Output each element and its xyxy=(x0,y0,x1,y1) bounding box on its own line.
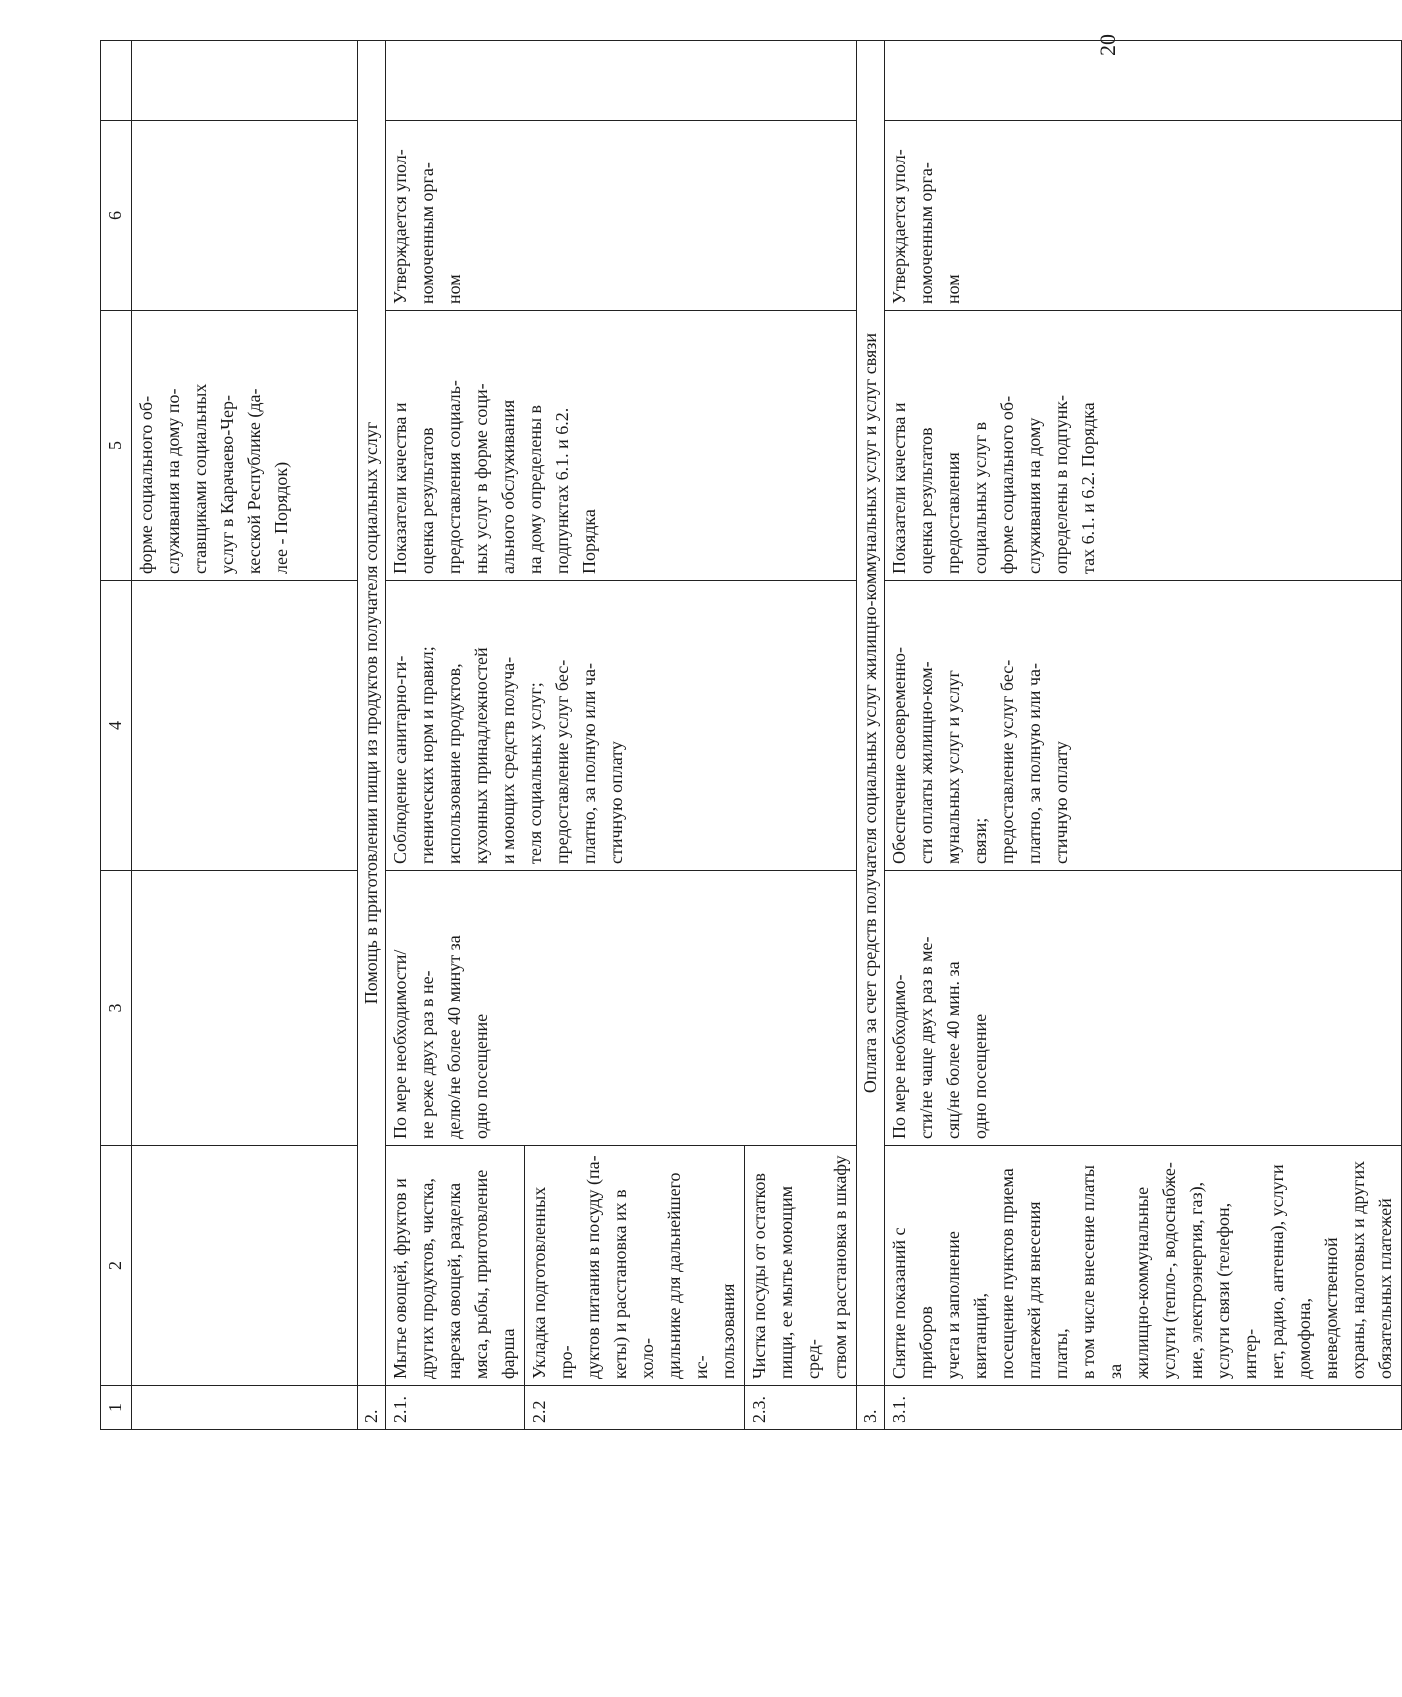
cell-num: 3.1. xyxy=(885,1386,1402,1430)
cell-conditions: Обеспечение своевременно- сти оплаты жилищно-ком- мунальных услуг и услуг связи; предоставление услуг бес- платно, за полную или ча- стичную оплату xyxy=(885,581,1402,871)
cell-empty xyxy=(132,41,358,121)
cell-period: По мере необходимо- сти/не чаще двух раз в ме- сяц/не более 40 мин. за одно посещение xyxy=(885,871,1402,1146)
column-header: 2 xyxy=(101,1146,132,1386)
cell-num: 2.1. xyxy=(386,1386,525,1430)
column-header: 4 xyxy=(101,581,132,871)
rotated-page-content xyxy=(100,40,1395,1430)
cell-name: Укладка подготовленных про- дуктов питания в посуду (па- кеты) и расстановка их в холо- дильнике для дальнейшего ис- пользования xyxy=(525,1146,745,1386)
cell-indicators: Показатели качества и оценка результатов предоставления социальных услуг в форме социального об- служивания на дому определены в подпунк- тах 6.1. и 6.2. Порядка xyxy=(885,311,1402,581)
cell-norm: Утверждается упол- номоченным орга- ном xyxy=(386,121,857,311)
section-number: 2. xyxy=(358,1386,386,1430)
section-row xyxy=(857,41,885,1430)
cell-name: Снятие показаний с приборов учета и заполнение квитанций, посещение пунктов приема платежей для внесения платы, в том числе внесение платы за жилищно-коммунальные услуги (тепло-, водоснабже- ние, электроэнергия, газ), услуги связи (телефон, интер- нет, радио, антенна), услуги домофона, вневедомственной охраны, налоговых и других обязательных платежей xyxy=(885,1146,1402,1386)
cell-name: Мытье овощей, фруктов и других продуктов, чистка, нарезка овощей, разделка мяса, рыбы, приготовление фарша xyxy=(386,1146,525,1386)
cell-conditions: Соблюдение санитарно-ги- гиенических норм и правил; использование продуктов, кухонных принадлежностей и моющих средств получа- теля социальных услуг; предоставление услуг бес- платно, за полную или ча- стичную оплату xyxy=(386,581,857,871)
column-header: 3 xyxy=(101,871,132,1146)
column-header-empty xyxy=(101,41,132,121)
cell-norm: Утверждается упол- номоченным орга- ном xyxy=(885,121,1402,311)
table-row xyxy=(132,41,358,1430)
cell-conditions xyxy=(132,581,358,871)
page-number: 20 xyxy=(1095,34,1120,56)
cell-num: 2.3. xyxy=(745,1386,857,1430)
section-title: Помощь в приготовлении пищи из продуктов получателя социальных услуг xyxy=(358,41,386,1386)
cell-num: 2.2 xyxy=(525,1386,745,1430)
column-header: 1 xyxy=(101,1386,132,1430)
cell-period: По мере необходимости/ не реже двух раз в не- делю/не более 40 минут за одно посещение xyxy=(386,871,857,1146)
table-row xyxy=(386,41,525,1430)
cell-empty xyxy=(386,41,857,121)
section-number: 3. xyxy=(857,1386,885,1430)
cell-name: Чистка посуды от остатков пищи, ее мытье моющим сред- ством и расстановка в шкафу xyxy=(745,1146,857,1386)
cell-indicators: Показатели качества и оценка результатов предоставления социаль- ных услуг в форме соци- ального обслуживания на дому определены в подпунктах 6.1. и 6.2. Порядка xyxy=(386,311,857,581)
section-row xyxy=(358,41,386,1430)
cell-empty xyxy=(885,41,1402,121)
column-header: 6 xyxy=(101,121,132,311)
cell-indicators: форме социального об- служивания на дому по- ставщиками социальных услуг в Карачаево-Чер- кесской Республике (да- лее - Порядок) xyxy=(132,311,358,581)
cell-period xyxy=(132,871,358,1146)
cell-name xyxy=(132,1146,358,1386)
table-row xyxy=(885,41,1402,1430)
services-table xyxy=(100,40,1402,1430)
column-header: 5 xyxy=(101,311,132,581)
section-title: Оплата за счет средств получателя социальных услуг жилищно-коммунальных услуг и услуг связи xyxy=(857,41,885,1386)
header-row xyxy=(101,41,132,1430)
cell-num xyxy=(132,1386,358,1430)
cell-norm xyxy=(132,121,358,311)
